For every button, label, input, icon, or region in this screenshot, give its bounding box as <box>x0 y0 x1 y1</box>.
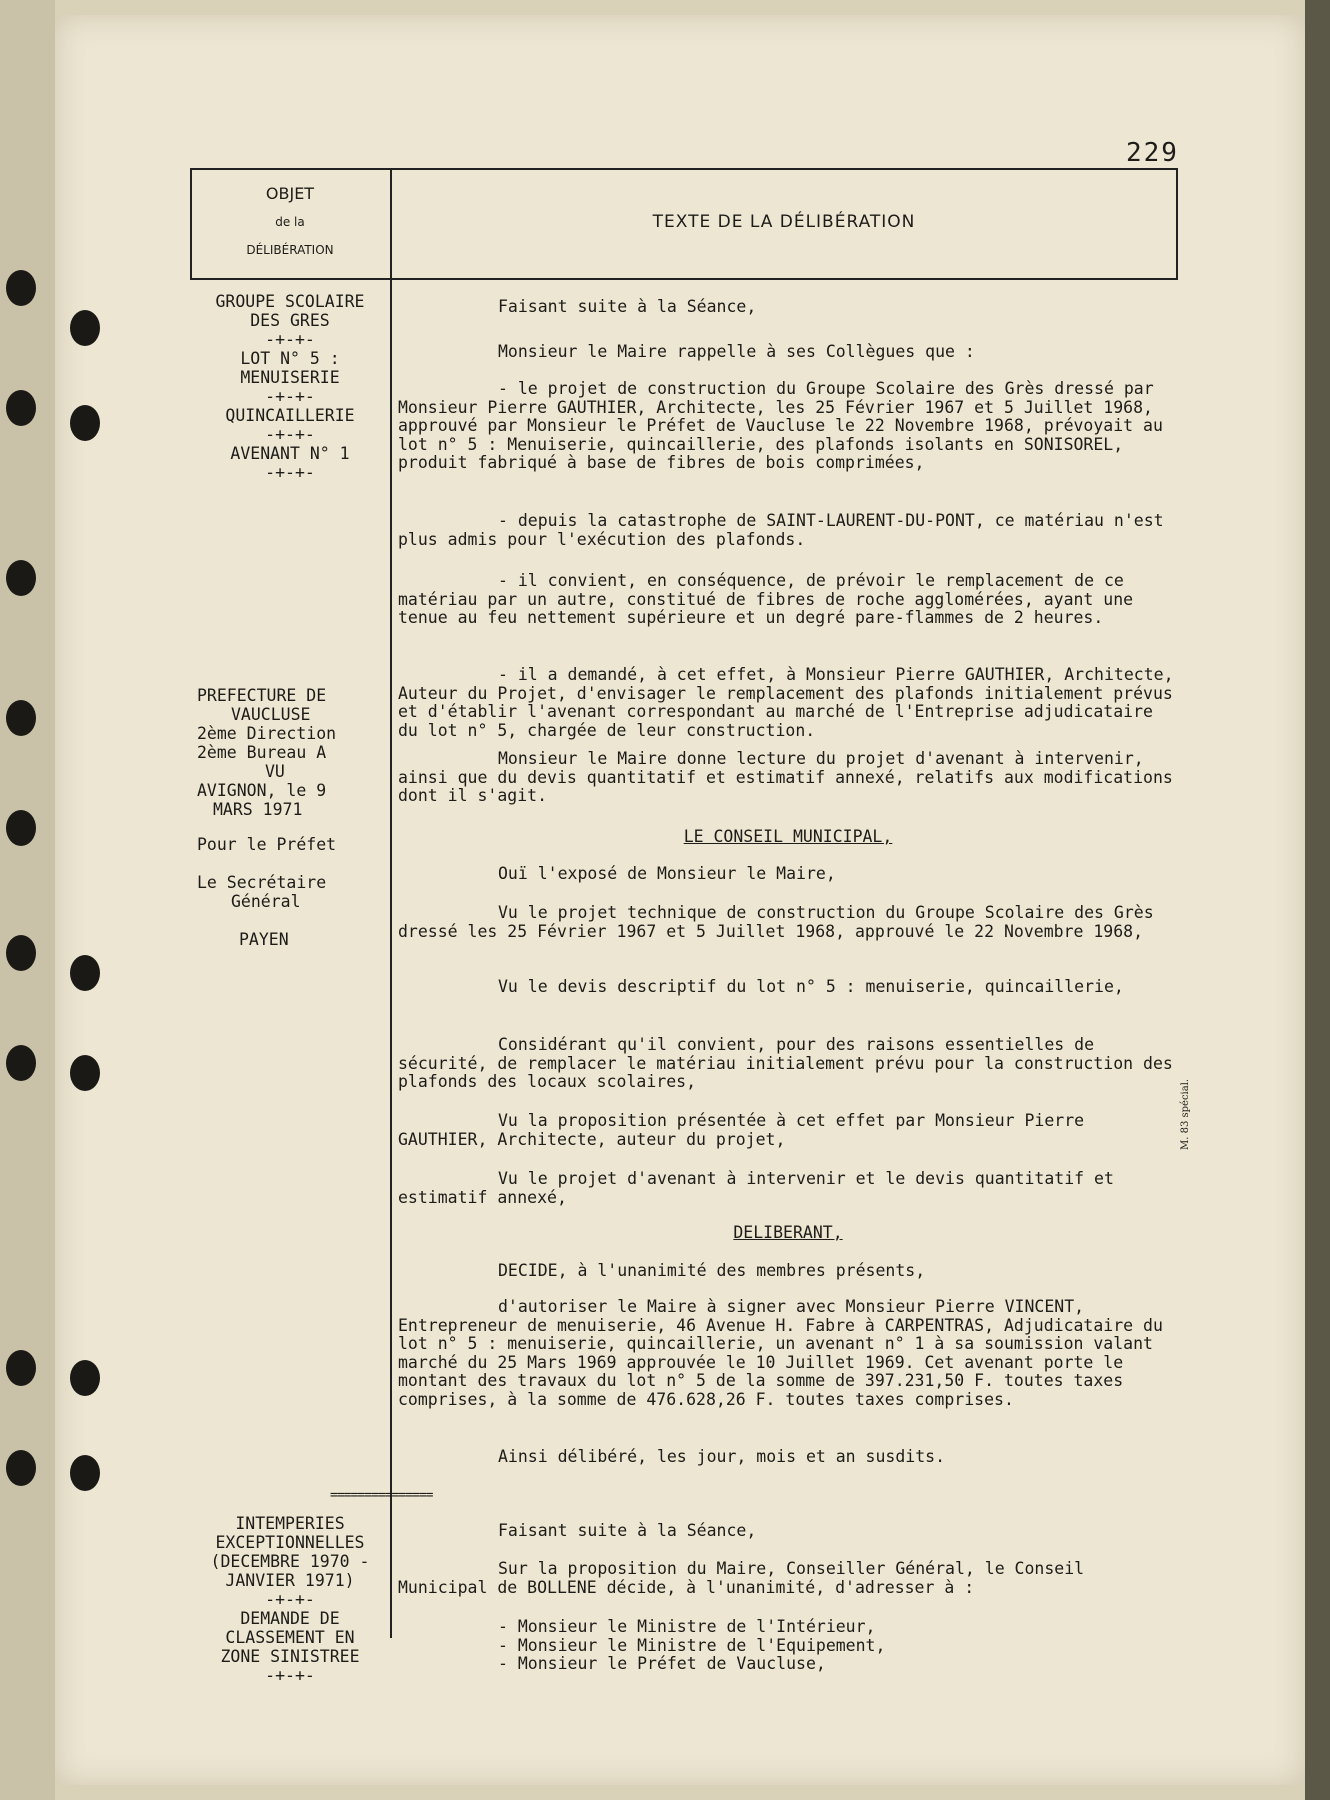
punch-hole <box>6 560 36 596</box>
margin-line: -+-+- <box>265 463 315 482</box>
paragraph-text: Vu le devis descriptif du lot n° 5 : menuiserie, quincaillerie, <box>498 977 1124 996</box>
margin-line: DEMANDE DE <box>240 1609 340 1628</box>
margin-line: Le Secrétaire <box>197 873 327 892</box>
paragraph-text: Ouï l'exposé de Monsieur le Maire, <box>498 864 836 883</box>
punch-hole <box>6 700 36 736</box>
margin-line: PAYEN <box>239 930 289 949</box>
paragraph-text: DECIDE, à l'unanimité des membres présents, <box>498 1261 926 1280</box>
paragraph-text: Monsieur le Maire donne lecture du projet d'avenant à intervenir, ainsi que du devis quantitatif et estimatif annexé, relatifs aux modifications dont il s'agit. <box>398 749 1173 805</box>
heading-conseil <box>398 828 1178 847</box>
paragraph-text: Faisant suite à la Séance, <box>498 1521 757 1540</box>
binder-edge <box>0 0 55 1800</box>
margin-line: -+-+- <box>265 387 315 406</box>
margin-block-secretaire <box>197 873 387 911</box>
margin-line: Pour le Préfet <box>197 835 337 854</box>
punch-hole <box>6 270 36 306</box>
body-paragraph <box>398 1560 1178 1597</box>
margin-line: -+-+- <box>265 330 315 349</box>
margin-line: QUINCAILLERIE <box>225 406 355 425</box>
body-paragraph <box>398 343 1178 362</box>
margin-line: PREFECTURE DE <box>197 686 327 705</box>
body-paragraph <box>398 1298 1178 1409</box>
punch-hole <box>70 1055 100 1091</box>
paragraph-text: Faisant suite à la Séance, <box>498 297 757 316</box>
page-number: 229 <box>1126 138 1179 168</box>
margin-line: VU <box>265 762 285 781</box>
margin-block-prefet <box>197 835 387 854</box>
punch-hole <box>70 1360 100 1396</box>
margin-line: LOT N° 5 : <box>240 349 340 368</box>
paragraph-text: Considérant qu'il convient, pour des raisons essentielles de sécurité, de remplacer le matériau initialement prévu pour la construction des plafonds des locaux scolaires, <box>398 1035 1173 1091</box>
body-paragraph <box>398 1036 1178 1092</box>
body-paragraph <box>398 978 1178 997</box>
margin-line: INTEMPERIES <box>235 1514 345 1533</box>
list-item: - Monsieur le Ministre de l'Equipement, <box>498 1635 886 1655</box>
body-paragraph <box>398 750 1178 806</box>
body-paragraph <box>398 904 1178 941</box>
body-paragraph <box>398 666 1178 740</box>
punch-hole <box>6 390 36 426</box>
body-paragraph <box>398 1522 1178 1541</box>
paragraph-text: d'autoriser le Maire à signer avec Monsieur Pierre VINCENT, Entrepreneur de menuiserie, 46 Avenue H. Fabre à CARPENTRAS, Adjudicataire du lot n° 5 : menuiserie, quincaillerie, un avenant n° 1 à sa soumission valant marché du 25 Mars 1969 approuvée le 10 Juillet 1969. Cet avenant porte le montant des travaux du lot n° 5 de la somme de 397.231,50 F. toutes taxes comprises, à la somme de 476.628,26 F. toutes taxes comprises. <box>398 1297 1163 1409</box>
punch-hole <box>6 1350 36 1386</box>
margin-block-intemperies <box>195 1514 385 1685</box>
punch-hole <box>70 1455 100 1491</box>
margin-block-subject <box>195 292 385 482</box>
header-objet-line: DÉLIBÉRATION <box>246 243 334 257</box>
margin-line: MENUISERIE <box>240 368 340 387</box>
section-separator: =============== <box>330 1488 433 1503</box>
punch-hole <box>6 935 36 971</box>
paragraph-text: Vu le projet d'avenant à intervenir et le devis quantitatif et estimatif annexé, <box>398 1169 1114 1207</box>
list-item: - Monsieur le Ministre de l'Intérieur, <box>498 1617 876 1636</box>
margin-line: DES GRES <box>250 311 330 330</box>
margin-block-signature <box>197 930 429 949</box>
paragraph-text: Ainsi délibéré, les jour, mois et an susdits. <box>498 1447 946 1466</box>
margin-line: JANVIER 1971) <box>225 1571 355 1590</box>
margin-line: GROUPE SCOLAIRE <box>215 292 365 311</box>
body-paragraph <box>398 380 1178 473</box>
punch-hole <box>6 1045 36 1081</box>
paragraph-text: - depuis la catastrophe de SAINT-LAURENT-DU-PONT, ce matériau n'est plus admis pour l'exécution des plafonds. <box>398 511 1164 549</box>
margin-line: AVIGNON, le 9 <box>197 781 327 800</box>
body-paragraph <box>398 572 1178 628</box>
addressee-list <box>398 1618 1178 1674</box>
heading-deliberant <box>398 1224 1178 1243</box>
page-stack-edge <box>1305 0 1330 1800</box>
punch-hole <box>70 405 100 441</box>
table-rule <box>190 278 1178 280</box>
margin-line: EXCEPTIONNELLES <box>215 1533 365 1552</box>
column-divider <box>390 168 392 1638</box>
punch-hole <box>6 1450 36 1486</box>
printer-sidenote: M. 83 spécial. <box>1180 1078 1191 1150</box>
body-paragraph <box>398 1170 1178 1207</box>
margin-line: AVENANT N° 1 <box>230 444 350 463</box>
margin-line: 2ème Bureau A <box>197 743 327 762</box>
margin-line: Général <box>231 892 301 911</box>
punch-hole <box>6 810 36 846</box>
table-rule <box>190 168 1178 170</box>
paragraph-text: Vu la proposition présentée à cet effet par Monsieur Pierre GAUTHIER, Architecte, auteur du projet, <box>398 1111 1085 1149</box>
margin-line: -+-+- <box>265 1666 315 1685</box>
paragraph-text: Monsieur le Maire rappelle à ses Collègues que : <box>498 342 975 361</box>
margin-line: -+-+- <box>265 1590 315 1609</box>
punch-hole <box>70 310 100 346</box>
header-objet <box>192 180 388 264</box>
margin-line: CLASSEMENT EN <box>225 1628 355 1647</box>
margin-block-prefecture <box>197 686 387 819</box>
header-texte: TEXTE DE LA DÉLIBÉRATION <box>652 212 916 232</box>
body-paragraph <box>398 298 1178 317</box>
heading-text: LE CONSEIL MUNICIPAL, <box>683 827 893 846</box>
heading-text: DELIBERANT, <box>733 1223 843 1242</box>
body-paragraph <box>398 512 1178 549</box>
table-rule <box>1176 168 1178 280</box>
margin-line: MARS 1971 <box>213 800 303 819</box>
paragraph-text: - il convient, en conséquence, de prévoir le remplacement de ce matériau par un autre, constitué de fibres de roche agglomérées, ayant une tenue au feu nettement supérieure et un degré pare-flammes de 2 heures. <box>398 571 1134 627</box>
list-item: - Monsieur le Préfet de Vaucluse, <box>498 1654 826 1673</box>
header-objet-line: de la <box>275 215 305 229</box>
margin-line: VAUCLUSE <box>231 705 311 724</box>
paragraph-text: - le projet de construction du Groupe Scolaire des Grès dressé par Monsieur Pierre GAUTHIER, Architecte, les 25 Février 1967 et 5 Juillet 1968, approuvé par Monsieur le Préfet de Vaucluse le 22 Novembre 1968, prévoyait au lot n° 5 : Menuiserie, quincaillerie, des plafonds isolants en SONISOREL, produit fabriqué à base de fibres de bois comprimées, <box>398 379 1163 472</box>
margin-line: -+-+- <box>265 425 315 444</box>
body-paragraph <box>398 1448 1178 1467</box>
margin-line: 2ème Direction <box>197 724 337 743</box>
paragraph-text: - il a demandé, à cet effet, à Monsieur Pierre GAUTHIER, Architecte, Auteur du Projet, d'envisager le remplacement des plafonds initialement prévus et d'établir l'avenant correspondant au marché de l'Entreprise adjudicataire du lot n° 5, chargée de leur construction. <box>398 665 1174 740</box>
punch-hole <box>70 955 100 991</box>
margin-line: ZONE SINISTREE <box>220 1647 360 1666</box>
margin-line: (DECEMBRE 1970 - <box>210 1552 370 1571</box>
paragraph-text: Sur la proposition du Maire, Conseiller Général, le Conseil Municipal de BOLLENE décide, à l'unanimité, d'adresser à : <box>398 1559 1085 1597</box>
body-paragraph <box>398 865 1178 884</box>
body-paragraph <box>398 1112 1178 1149</box>
body-paragraph <box>398 1262 1178 1281</box>
paragraph-text: Vu le projet technique de construction du Groupe Scolaire des Grès dressé les 25 Février 1967 et 5 Juillet 1968, approuvé le 22 Novembre 1968, <box>398 903 1154 941</box>
header-objet-line: OBJET <box>265 184 315 203</box>
